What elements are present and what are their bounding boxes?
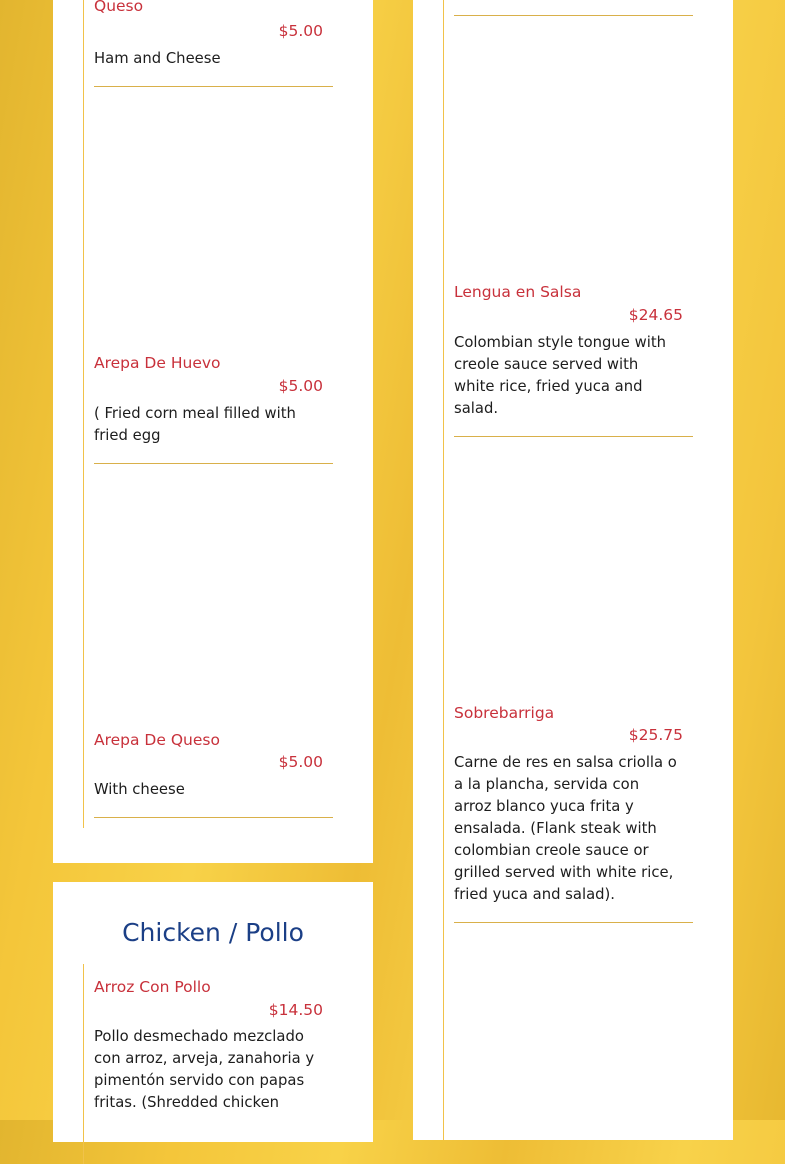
- item-price: $24.65: [628, 306, 683, 324]
- item-name: Arepa De Huevo: [94, 354, 221, 372]
- item-description: With cheese: [94, 781, 185, 798]
- item-divider: [454, 436, 693, 437]
- item-price: $5.00: [278, 22, 323, 40]
- section-title: Chicken / Pollo: [122, 918, 304, 947]
- item-description: Pollo desmechado mezclado con arroz, arveja, zanahoria y pimentón servido con papas fritas. (Shredded chicken: [94, 1028, 315, 1111]
- item-divider: [454, 15, 693, 16]
- item-price: $5.00: [278, 377, 323, 395]
- card-rail: [443, 0, 444, 1140]
- item-divider: [94, 817, 333, 818]
- menu-card-chicken: [53, 882, 373, 1142]
- menu-card-left-top: [53, 0, 373, 863]
- item-price: $5.00: [278, 753, 323, 771]
- item-divider: [94, 86, 333, 87]
- item-name: Arroz Con Pollo: [94, 978, 211, 996]
- item-name: Queso: [94, 0, 144, 15]
- item-divider: [454, 922, 693, 923]
- item-name: Sobrebarriga: [454, 704, 555, 722]
- menu-card-right: [413, 0, 733, 1140]
- item-name: Arepa De Queso: [94, 731, 220, 749]
- item-price: $14.50: [268, 1001, 323, 1019]
- item-description: Colombian style tongue with creole sauce served with white rice, fried yuca and salad.: [454, 334, 667, 417]
- card-rail: [83, 0, 84, 828]
- item-divider: [94, 463, 333, 464]
- card-rail: [83, 964, 84, 1164]
- item-description: Carne de res en salsa criolla o a la plancha, servida con arroz blanco yuca frita y ensalada. (Flank steak with colombian creole sauce or grilled served with white rice, fried yuca and salad).: [454, 754, 677, 903]
- item-description: Ham and Cheese: [94, 50, 221, 67]
- item-description: ( Fried corn meal filled with fried egg: [94, 405, 296, 444]
- item-name: Lengua en Salsa: [454, 283, 582, 301]
- item-price: $25.75: [628, 726, 683, 744]
